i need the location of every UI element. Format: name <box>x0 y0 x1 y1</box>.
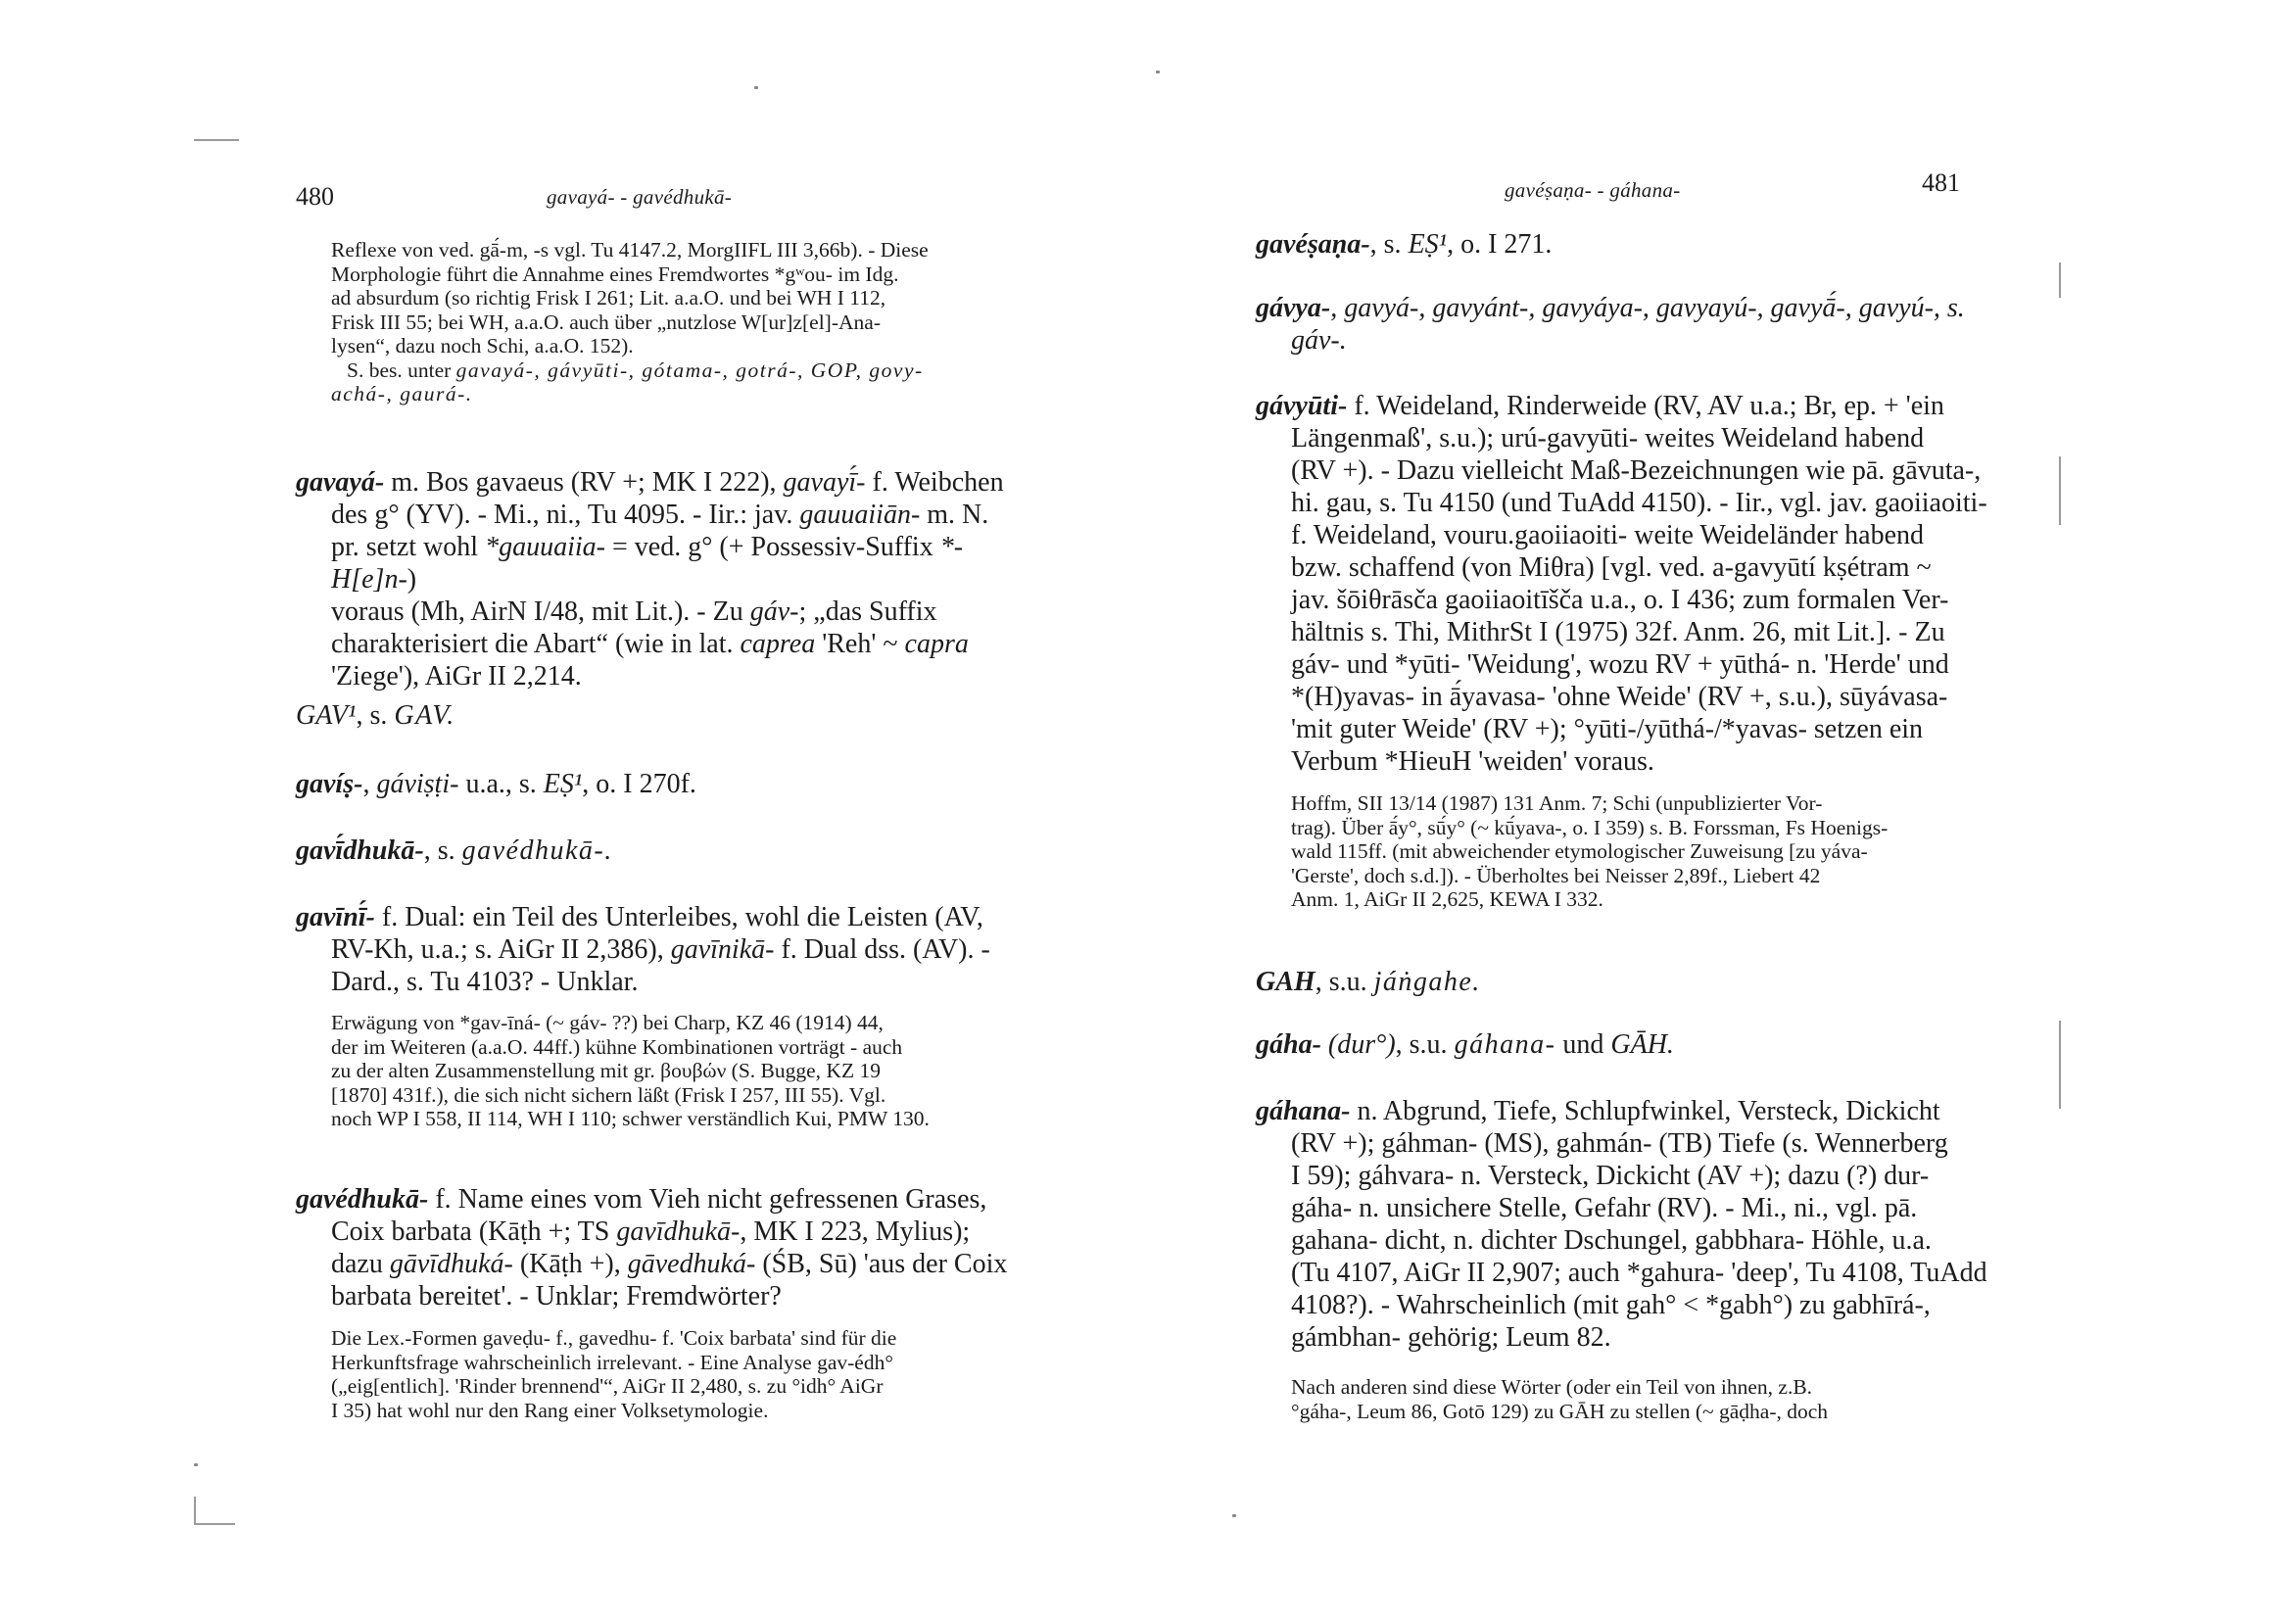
scan-mark <box>194 139 239 141</box>
crop-mark <box>194 1497 196 1524</box>
running-head: gavéṣaṇa- - gáhana- <box>1505 178 1681 202</box>
note-line: zu der alten Zusammenstellung mit gr. βουβών (S. Bugge, KZ 19 <box>331 1059 881 1082</box>
scan-mark <box>194 1463 198 1466</box>
entry-gavini-note <box>331 1011 1027 1131</box>
note-line: noch WP I 558, II 114, WH I 110; schwer verständlich Kui, PMW 130. <box>331 1107 930 1130</box>
page-number: 480 <box>296 182 334 211</box>
note-line: I 35) hat wohl nur den Rang einer Volksetymologie. <box>331 1398 769 1422</box>
running-head: gavayá- - gavédhukā- <box>547 185 733 209</box>
headword: gávya- <box>1256 293 1331 323</box>
headword: GAH <box>1256 967 1315 997</box>
note-line: Hoffm, SII 13/14 (1987) 131 Anm. 7; Schi (unpublizierter Vor- <box>1291 791 1823 815</box>
note-line: ad absurdum (so richtig Frisk I 261; Lit. a.a.O. und bei WH I 112, <box>331 286 886 310</box>
headword: gavayá- <box>296 467 385 498</box>
note-line: trag). Über ā́y°, sū́y° (~ kū́yava-, o. I 359) s. B. Forssman, Fs Hoenigs- <box>1291 815 1889 839</box>
headword: gavīnī́- <box>296 902 375 932</box>
headword: gáhana- <box>1256 1096 1351 1126</box>
entry-gaha: gáha- (dur°), s.u. gáhana- und GĀH. <box>1256 1029 1674 1060</box>
entry-gav1: GAV¹, s. GAV. <box>296 700 455 731</box>
scan-mark <box>2059 456 2061 525</box>
note-line: [1870] 431f.), die sich nicht sichern läßt (Frisk I 257, III 55). Vgl. <box>331 1082 886 1107</box>
scan-mark <box>2059 262 2061 298</box>
entry-gavedhuka-note <box>331 1326 1027 1422</box>
entry-gavesana: gavéṣaṇa-, s. EṢ¹, o. I 271. <box>1256 229 1553 260</box>
note-line: Morphologie führt die Annahme eines Fremdwortes *gʷou- im Idg. <box>331 262 899 286</box>
scan-mark <box>1232 1514 1236 1517</box>
note-line: Frisk III 55; bei WH, a.a.O. auch über „nutzlose W[ur]z[el]-Ana- <box>331 310 881 334</box>
note-line: °gáha-, Leum 86, Gotō 129) zu GĀH zu stellen (~ gāḍha-, doch <box>1291 1399 1829 1423</box>
right-page <box>1148 0 2296 1622</box>
entry-gavyuti-note <box>1291 791 1996 912</box>
note-line: wald 115ff. (mit abweichender etymologischer Zuweisung [zu yáva- <box>1291 839 1868 863</box>
scan-mark <box>2059 1021 2061 1109</box>
see-also-line: achá-, gaurá-. <box>331 382 473 406</box>
note-line: Reflexe von ved. gā́-m, -s vgl. Tu 4147.2, MorgIIFL III 3,66b). - Diese <box>331 238 929 262</box>
entry-gavya: gávya-, gavyá-, gavyánt-, gavyáya-, gavyayú-, gavyā́-, gavyú-, s. gáv-. <box>1256 293 1965 356</box>
entry-gah: GAH, s.u. jáṅgahe. <box>1256 967 1481 997</box>
headword: gavéṣaṇa- <box>1256 229 1370 260</box>
note-line: („eig[entlich]. 'Rinder brennend'“, AiGr II 2,480, s. zu °idh° AiGr <box>331 1374 884 1398</box>
note-line: der im Weiteren (a.a.O. 44ff.) kühne Kombinationen vorträgt - auch <box>331 1034 903 1059</box>
headword: gavī́dhukā- <box>296 835 424 866</box>
headword: gávyūti- <box>1256 391 1348 421</box>
note-line: Erwägung von *gav-īná- (~ gáv- ??) bei Charp, KZ 46 (1914) 44, <box>331 1011 884 1034</box>
page-number: 481 <box>1922 168 1960 197</box>
entry-gavis: gavíṣ-, gáviṣṭi- u.a., s. EṢ¹, o. I 270f. <box>296 769 696 799</box>
note-line: Die Lex.-Formen gaveḍu- f., gavedhu- f. 'Coix barbata' sind für die <box>331 1326 897 1350</box>
note-line: 'Gerste', doch s.d.]). - Überholtes bei Neisser 2,89f., Liebert 42 <box>1291 863 1821 887</box>
entry-gahana-note <box>1291 1375 2006 1423</box>
entry-gavini: gavīnī́- f. Dual: ein Teil des Unterleibes, wohl die Leisten (AV, RV-Kh, u.a.; s. AiGr II 2,386), gavīnikā- f. Dual dss. (AV). - Dard., s. Tu 4103? - Unklar. <box>296 902 990 997</box>
headword: gavíṣ- <box>296 769 363 799</box>
scan-mark <box>754 86 758 89</box>
entry-gavaya: gavayá- m. Bos gavaeus (RV +; MK I 222), gavayī́- f. Weibchen des g° (YV). - Mi., ni., Tu 4095. - Iir.: jav. gauuaiiān- m. N. pr. setzt wohl *gauuaiia- = ved. g° (+ Possessiv-Suffix *-H[e]n-) voraus (Mh, AirN I/48, mit Lit.). - Zu gáv-; „das Suffix charakterisiert die Abart“ (wie in lat. caprea 'Reh' ~ capra 'Ziege'), AiGr II 2,214. <box>296 467 1004 692</box>
crop-mark <box>194 1523 235 1525</box>
note-line: lysen“, dazu noch Schi, a.a.O. 152). <box>331 334 634 358</box>
headword: GAV¹ <box>296 700 357 731</box>
note-line: Anm. 1, AiGr II 2,625, KEWA I 332. <box>1291 887 1603 911</box>
headword: gavédhukā- <box>296 1184 429 1215</box>
see-also-line: S. bes. unter gavayá-, gávyūti-, gótama-, gotrá-, GOP, govy- <box>347 358 924 382</box>
headword: gáha- <box>1256 1029 1321 1060</box>
note-line: Nach anderen sind diese Wörter (oder ein Teil von ihnen, z.B. <box>1291 1375 1813 1399</box>
entry-gavedhuka: gavédhukā- f. Name eines vom Vieh nicht gefressenen Grases, Coix barbata (Kāṭh +; TS gavīdhukā-, MK I 223, Mylius); dazu gāvīdhuká- (Kāṭh +), gāvedhuká- (ŚB, Sū) 'aus der Coix barbata bereitet'. - Unklar; Fremdwörter? <box>296 1184 1008 1312</box>
entry-gahana: gáhana- n. Abgrund, Tiefe, Schlupfwinkel, Versteck, Dickicht (RV +); gáhman- (MS), gahmán- (TB) Tiefe (s. Wennerberg I 59); gáhvara- n. Versteck, Dickicht (AV +); dazu (?) dur- gáha- n. unsichere Stelle, Gefahr (RV). - Mi., ni., vgl. pā. gahana- dicht, n. dichter Dschungel, gabbhara- Höhle, u.a. (Tu 4107, AiGr II 2,907; auch *gahura- 'deep', Tu 4108, TuAdd 4108?). - Wahrscheinlich (mit gah° < *gabh°) zu gabhīrá-, gámbhan- gehörig; Leum 82. <box>1256 1096 1987 1353</box>
note-line: Herkunftsfrage wahrscheinlich irrelevant. - Eine Analyse gav-édh° <box>331 1350 893 1374</box>
entry-gavyuti: gávyūti- f. Weideland, Rinderweide (RV, AV u.a.; Br, ep. + 'ein Längenmaß', s.u.); urú-gavyūti- weites Weideland habend (RV +). - Dazu vielleicht Maß-Bezeichnungen wie pā. gāvuta-, hi. gau, s. Tu 4150 (und TuAdd 4150). - Iir., vgl. jav. gaoiiaoiti- f. Weideland, vouru.gaoiiaoiti- weite Weideländer habend bzw. schaffend (von Miθra) [vgl. ved. a-gavyūtí kṣétram ~ jav. šōiθrāsča gaoiiaoitīšča u.a., o. I 436; zum formalen Ver- hältnis s. Thi, MithrSt I (1975) 32f. Anm. 26, mit Lit.]. - Zu gáv- und *yūti- 'Weidung', wozu RV + yūthá- n. 'Herde' und *(H)yavas- in ā́yavasa- 'ohne Weide' (RV +, s.u.), sūyávasa- 'mit guter Weide' (RV +); °yūti-/yūthá-/*yavas- setzen ein Verbum *HieuH 'weiden' voraus. <box>1256 391 1987 777</box>
entry-gavidhuka: gavī́dhukā-, s. gavédhukā-. <box>296 835 613 866</box>
continuation-note <box>331 238 1036 406</box>
scan-mark <box>1156 71 1160 73</box>
